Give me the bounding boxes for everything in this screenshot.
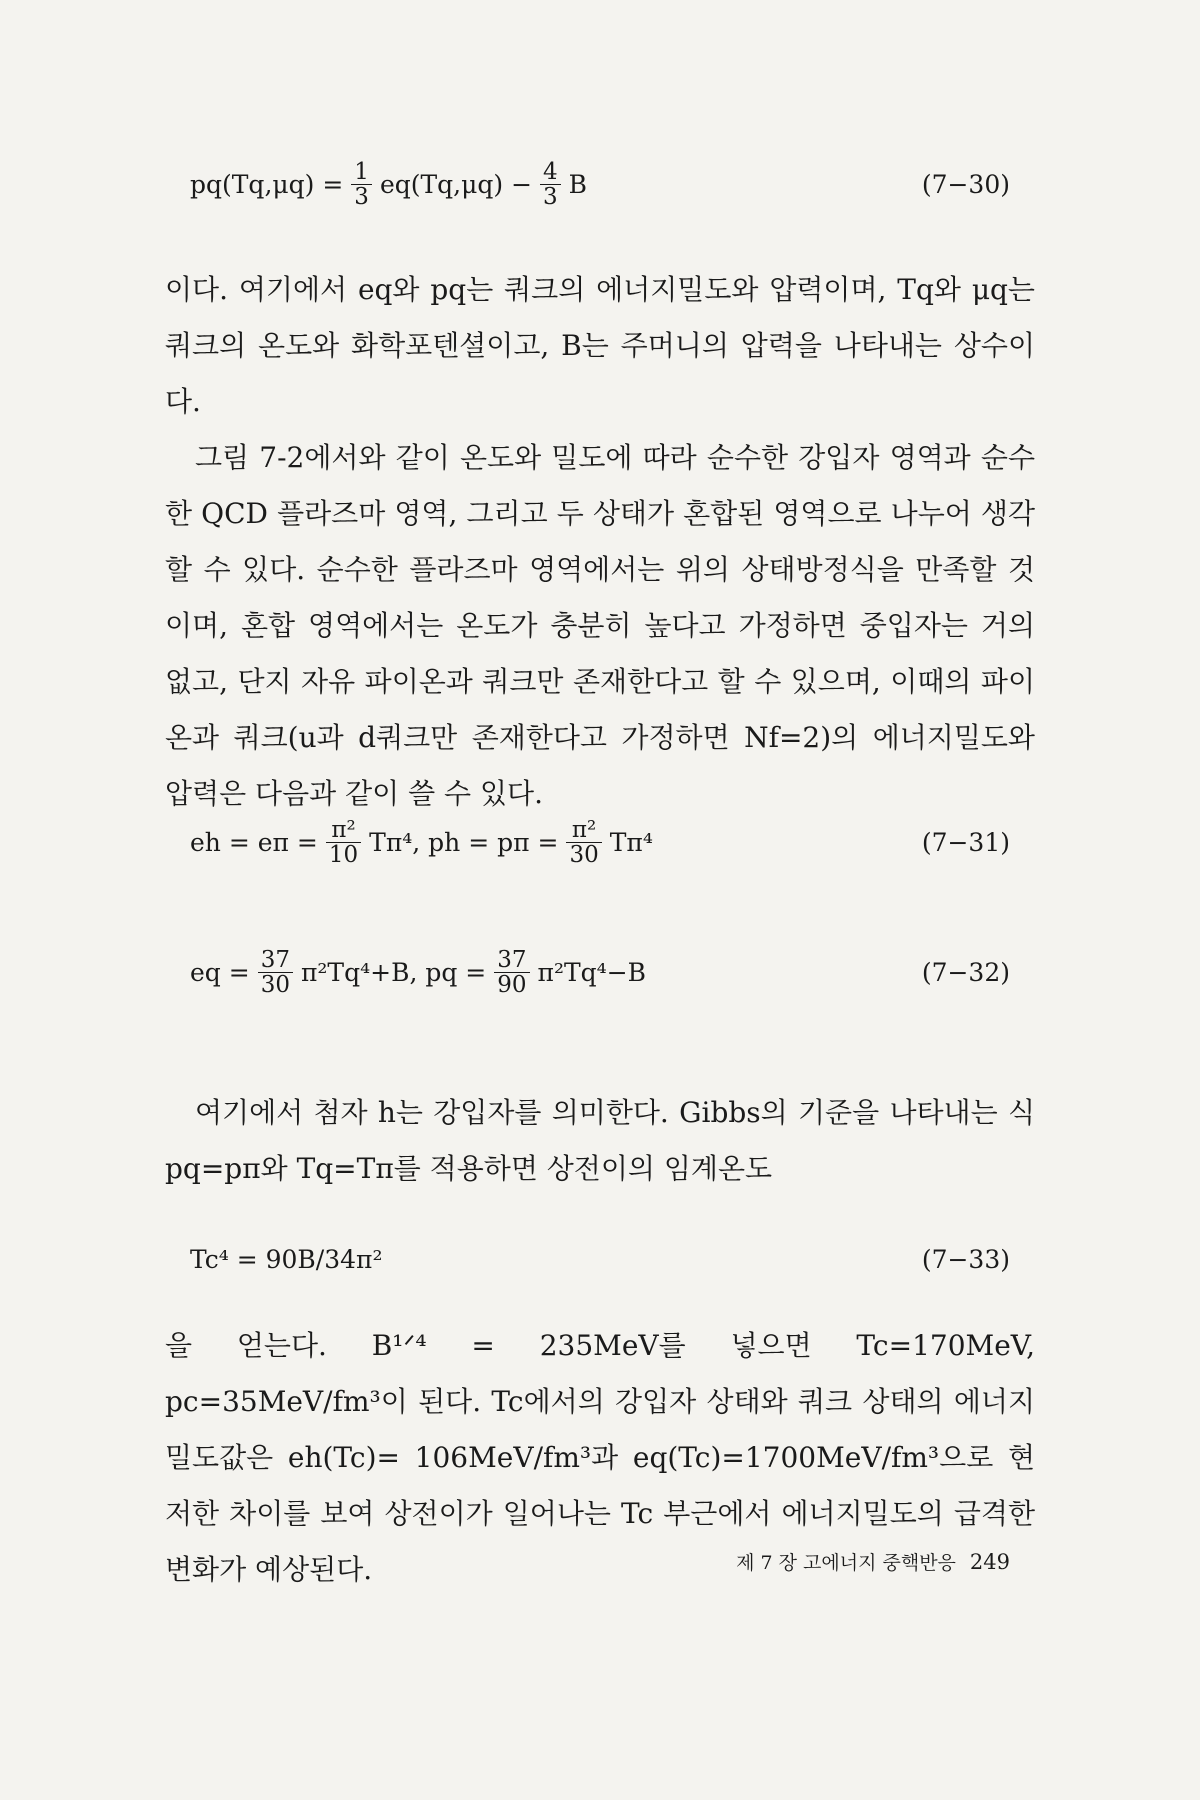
equation-lhs: pq(Tq,μq) = (190, 170, 344, 200)
fraction (351, 160, 372, 209)
equation-term: Tπ⁴ (609, 828, 653, 858)
fraction-denominator: 30 (566, 842, 601, 867)
equation-7-30 (190, 160, 1010, 209)
equation-term: π²Tq⁴−B (537, 958, 647, 988)
paragraph-4: 을 얻는다. B¹ᐟ⁴ = 235MeV를 넣으면 Tc=170MeV, pc=35MeV/fm³이 된다. Tc에서의 강입자 상태와 쿼크 상태의 에너지밀도값은 eh(Tc)= 106MeV/fm³과 eq(Tc)=1700MeV/fm³으로 현저한 차이를 보여 상전이가 일어나는 Tc 부근에서 에너지밀도의 급격한 변화가 예상된다. (165, 1329, 1035, 1586)
equation-7-33 (190, 1245, 1010, 1274)
equation-number: (7−32) (921, 958, 1010, 988)
fraction (494, 948, 529, 997)
page-footer (736, 1548, 1010, 1575)
paragraph-2: 그림 7-2에서와 같이 온도와 밀도에 따라 순수한 강입자 영역과 순수한 QCD 플라즈마 영역, 그리고 두 상태가 혼합된 영역으로 나누어 생각할 수 있다. 순수한 플라즈마 영역에서는 위의 상태방정식을 만족할 것이며, 혼합 영역에서는 온도가 충분히 높다고 가정하면 중입자는 거의 없고, 단지 자유 파이온과 쿼크만 존재한다고 할 수 있으며, 이때의 파이온과 쿼크(u과 d쿼크만 존재한다고 가정하면 Nf=2)의 에너지밀도와 압력은 다음과 같이 쓸 수 있다. (165, 441, 1035, 810)
fraction-numerator: 37 (260, 947, 290, 973)
fraction-denominator: 10 (326, 842, 361, 867)
equation-term: eq = (190, 958, 250, 988)
equation-body (190, 818, 653, 867)
equation-term: eq(Tq,μq) − (379, 170, 533, 200)
equation-body (190, 948, 646, 997)
fraction-denominator: 30 (258, 972, 293, 997)
equation-term: B (568, 170, 588, 200)
fraction-denominator: 90 (494, 972, 529, 997)
fraction-denominator: 3 (540, 184, 561, 209)
paragraph-1: 이다. 여기에서 eq와 pq는 쿼크의 에너지밀도와 압력이며, Tq와 μq는 쿼크의 온도와 화학포텐셜이고, B는 주머니의 압력을 나타내는 상수이다. (165, 273, 1035, 418)
fraction-numerator: π² (331, 817, 356, 843)
fraction (566, 818, 601, 867)
chapter-title: 제 7 장 고에너지 중핵반응 (736, 1552, 956, 1574)
equation-7-31 (190, 818, 1010, 867)
equation-body (190, 160, 587, 209)
fraction (258, 948, 293, 997)
equation-number: (7−30) (921, 170, 1010, 200)
fraction (326, 818, 361, 867)
equation-term: Tπ⁴, ph = pπ = (369, 828, 559, 858)
fraction-numerator: 1 (354, 159, 369, 185)
equation-term: π²Tq⁴+B, pq = (300, 958, 487, 988)
equation-number: (7−33) (921, 1245, 1010, 1274)
page-number: 249 (969, 1550, 1010, 1574)
paragraph-3: 여기에서 첨자 h는 강입자를 의미한다. Gibbs의 기준을 나타내는 식 pq=pπ와 Tq=Tπ를 적용하면 상전이의 임계온도 (165, 1096, 1035, 1185)
fraction (540, 160, 561, 209)
equation-term: eh = eπ = (190, 828, 318, 858)
fraction-denominator: 3 (351, 184, 372, 209)
equation-7-32 (190, 948, 1010, 997)
fraction-numerator: 37 (497, 947, 527, 973)
equation-number: (7−31) (921, 828, 1010, 858)
equation-body: Tc⁴ = 90B/34π² (190, 1245, 383, 1274)
fraction-numerator: π² (571, 817, 597, 843)
fraction-numerator: 4 (543, 159, 558, 185)
